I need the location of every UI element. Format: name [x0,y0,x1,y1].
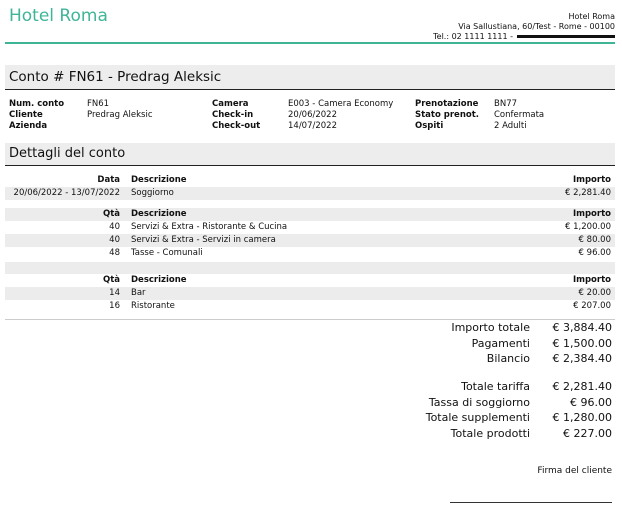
cell-descrizione: Soggiorno [131,188,174,198]
prenotazione-value: BN77 [494,99,518,109]
soggiorno-table [5,174,615,313]
cell-importo: € 1,200.00 [565,222,611,232]
hotel-logo-title: Hotel Roma [9,6,108,26]
cell-descrizione: Tasse - Comunali [131,248,203,258]
ospiti-value: 2 Adulti [494,121,527,131]
col-importo: Importo [572,209,611,219]
table-header-row [5,174,615,187]
cell-importo: € 207.00 [573,301,611,311]
cell-data: 20/06/2022 - 13/07/2022 [13,188,120,198]
prenotazione-label: Prenotazione [415,99,479,109]
col-descrizione: Descrizione [131,209,187,219]
summary-value: € 2,281.40 [552,380,612,393]
hotel-phone-line [433,32,615,42]
cell-qta: 14 [109,288,120,298]
cliente-label: Cliente [9,110,43,120]
checkin-label: Check-in [212,110,254,120]
col-qta: Qtà [102,209,120,219]
redacted-email [517,35,615,38]
total-row [412,320,612,336]
total-value: € 2,384.40 [552,352,612,365]
total-label: Pagamenti [471,336,530,350]
hotel-address: Via Sallustiana, 60/Test - Rome - 00100 [458,22,615,31]
col-qta: Qtà [102,275,120,285]
dettagli-title: Dettagli del conto [9,146,126,161]
hotel-phone: Tel.: 02 1111 1111 - [433,32,513,41]
hotel-contact-block [433,12,615,42]
summary-row [412,410,612,426]
camera-value: E003 - Camera Economy [288,99,394,109]
total-row [412,351,612,367]
stato-label: Stato prenot. [415,110,480,120]
checkout-label: Check-out [212,121,261,131]
total-label: Bilancio [486,352,530,365]
col-importo: Importo [572,275,611,285]
signature-line [450,502,612,503]
cell-importo: € 96.00 [578,248,611,258]
table-row [5,187,615,200]
total-value: € 3,884.40 [552,321,612,334]
total-label: Importo totale [451,321,530,334]
table-spacer [5,200,615,208]
total-row [412,336,612,352]
summary-row [412,426,612,442]
cell-qta: 40 [109,222,120,232]
cell-qta: 48 [109,248,120,258]
total-value: € 1,500.00 [552,336,612,350]
cell-importo: € 80.00 [578,235,611,245]
summary-label: Totale prodotti [450,426,530,440]
num-conto-label: Num. conto [9,99,65,109]
summary-value: € 227.00 [563,426,612,440]
table-row [5,221,615,234]
table-row [5,234,615,247]
cliente-value: Predrag Aleksic [87,110,153,120]
table-row [5,287,615,300]
table-header-row [5,274,615,287]
totals-block [412,320,612,367]
cell-importo: € 2,281.40 [565,188,611,198]
cell-descrizione: Servizi & Extra - Ristorante & Cucina [131,222,288,232]
summary-value: € 96.00 [570,395,612,409]
table-header-row [5,208,615,221]
header-divider [5,42,615,44]
stato-value: Confermata [494,110,545,120]
num-conto-value: FN61 [87,99,110,109]
summary-block [412,379,612,441]
summary-label: Tassa di soggiorno [428,395,530,409]
table-spacer [5,262,615,274]
ospiti-label: Ospiti [415,121,444,131]
firma-label: Firma del cliente [537,466,612,476]
col-importo: Importo [572,175,611,185]
col-descrizione: Descrizione [131,175,187,185]
table-row [5,247,615,260]
conto-title-bar [5,65,615,90]
checkout-value: 14/07/2022 [288,121,337,131]
col-data: Data [97,175,120,185]
col-descrizione: Descrizione [131,275,187,285]
cell-qta: 16 [109,301,120,311]
cell-descrizione: Servizi & Extra - Servizi in camera [131,235,276,245]
summary-label: Totale supplementi [425,411,530,424]
table-row [5,300,615,313]
cell-descrizione: Ristorante [131,301,175,311]
cell-importo: € 20.00 [578,288,611,298]
dettagli-title-bar [5,143,615,166]
hotel-name-small: Hotel Roma [568,12,615,21]
checkin-value: 20/06/2022 [288,110,337,120]
cell-qta: 40 [109,235,120,245]
camera-label: Camera [212,99,249,109]
cell-descrizione: Bar [131,288,146,298]
summary-value: € 1,280.00 [552,411,612,424]
summary-row [412,379,612,395]
summary-label: Totale tariffa [461,380,530,393]
summary-row [412,395,612,411]
conto-title: Conto # FN61 - Predrag Aleksic [9,69,222,85]
azienda-label: Azienda [9,121,48,131]
